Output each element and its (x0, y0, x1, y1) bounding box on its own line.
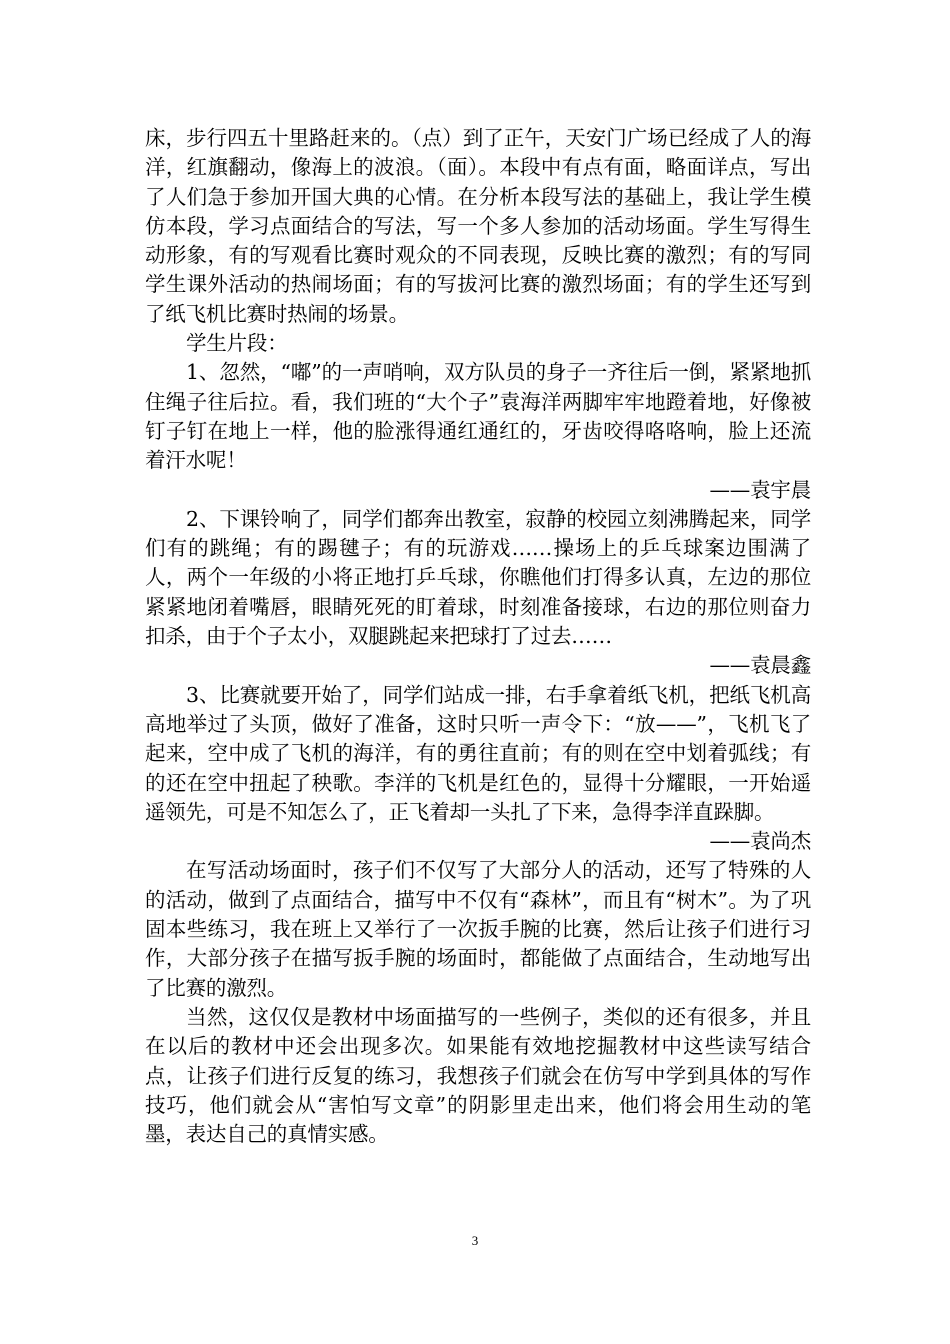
document-body (145, 124, 811, 1149)
paragraph-excerpt-3: 3、比赛就要开始了，同学们站成一排，右手拿着纸飞机，把纸飞机高高地举过了头顶，做好了准备，这时只听一声令下：“放——”，飞机飞了起来，空中成了飞机的海洋，有的勇往直前；有的则在空中划着弧线；有的还在空中扭起了秧歌。李洋的飞机是红色的，显得十分耀眼，一开始遥遥领先，可是不知怎么了，正飞着却一头扎了下来，急得李洋直跺脚。 (145, 682, 811, 824)
signature-3: ——袁尚杰 (709, 829, 811, 854)
paragraph-analysis: 在写活动场面时，孩子们不仅写了大部分人的活动，还写了特殊的人的活动，做到了点面结合，描写中不仅有“森林”，而且有“树木”。为了巩固本些练习，我在班上又举行了一次扳手腕的比赛，然后让孩子们进行习作，大部分孩子在描写扳手腕的场面时，都能做了点面结合，生动地写出了比赛的激烈。 (145, 858, 811, 1000)
paragraph-student-excerpts-heading: 学生片段： (186, 331, 288, 356)
signature-1: ——袁宇晨 (709, 477, 811, 502)
paragraph-conclusion: 当然，这仅仅是教材中场面描写的一些例子，类似的还有很多，并且在以后的教材中还会出现多次。如果能有效地挖掘教材中这些读写结合点，让孩子们进行反复的练习，我想孩子们就会在仿写中学到具体的写作技巧，他们就会从“害怕写文章”的阴影里走出来，他们将会用生动的笔墨，表达自己的真情实感。 (145, 1004, 811, 1147)
paragraph-excerpt-2: 2、下课铃响了，同学们都奔出教室，寂静的校园立刻沸腾起来，同学们有的跳绳；有的踢毽子；有的玩游戏……操场上的乒乓球案边围满了人，两个一年级的小将正地打乒乓球，你瞧他们打得多认真，左边的那位紧紧地闭着嘴唇，眼睛死死的盯着球，时刻准备接球，右边的那位则奋力扣杀，由于个子太小，双腿跳起来把球打了过去…… (145, 506, 811, 649)
paragraph-intro: 床，步行四五十里路赶来的。（点）到了正午，天安门广场已经成了人的海洋，红旗翻动，像海上的波浪。（面）。本段中有点有面，略面详点，写出了人们急于参加开国大典的心情。在分析本段写法的基础上，我让学生模仿本段，学习点面结合的写法，写一个多人参加的活动场面。学生写得生动形象，有的写观看比赛时观众的不同表现，反映比赛的激烈；有的写同学生课外活动的热闹场面；有的写拔河比赛的激烈场面；有的学生还写到了纸飞机比赛时热闹的场景。 (145, 126, 811, 326)
signature-2: ——袁晨鑫 (709, 653, 811, 678)
page-number: 3 (471, 1233, 479, 1248)
paragraph-excerpt-1: 1、忽然，“嘟”的一声哨响，双方队员的身子一齐往后一倒，紧紧地抓住绳子往后拉。看，我们班的“大个子”袁海洋两脚牢牢地蹬着地，好像被钉子钉在地上一样，他的脸涨得通红通红的，牙齿咬得咯咯响，脸上还流着汗水呢！ (145, 360, 811, 473)
